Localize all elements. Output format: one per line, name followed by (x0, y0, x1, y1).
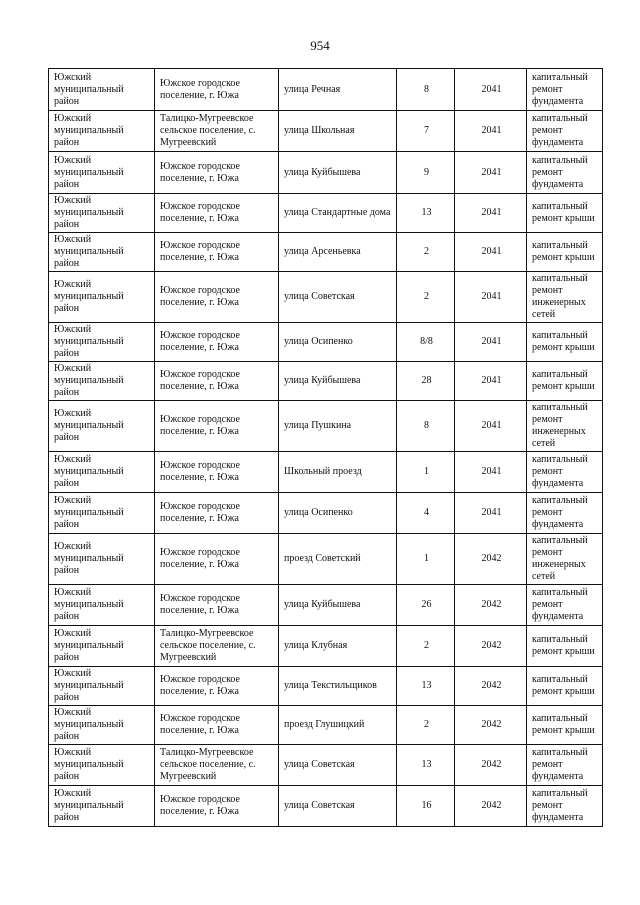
table-row (49, 233, 603, 272)
year-cell: 2042 (455, 667, 527, 706)
house-number-cell: 7 (397, 111, 455, 152)
year-cell: 2041 (455, 452, 527, 493)
street-cell: улица Советская (279, 272, 397, 323)
year-cell: 2042 (455, 745, 527, 786)
year-cell: 2042 (455, 786, 527, 827)
settlement-cell: Южское городское поселение, г. Южа (155, 585, 279, 626)
settlement-cell: Южское городское поселение, г. Южа (155, 786, 279, 827)
district-cell: Южский муниципальный район (49, 323, 155, 362)
work-type-cell: капитальный ремонт фундамента (527, 786, 603, 827)
street-cell: улица Куйбышева (279, 152, 397, 194)
table-row (49, 452, 603, 493)
table-body (49, 69, 603, 827)
street-cell: улица Арсеньевка (279, 233, 397, 272)
work-type-cell: капитальный ремонт крыши (527, 667, 603, 706)
table-row (49, 323, 603, 362)
district-cell: Южский муниципальный район (49, 667, 155, 706)
work-type-cell: капитальный ремонт крыши (527, 706, 603, 745)
year-cell: 2042 (455, 534, 527, 585)
table-row (49, 152, 603, 194)
settlement-cell: Талицко-Мугреевское сельское поселение, с. Мугреевский (155, 626, 279, 667)
year-cell: 2041 (455, 493, 527, 534)
house-number-cell: 2 (397, 706, 455, 745)
work-type-cell: капитальный ремонт инженерных сетей (527, 534, 603, 585)
settlement-cell: Талицко-Мугреевское сельское поселение, с. Мугреевский (155, 111, 279, 152)
settlement-cell: Южское городское поселение, г. Южа (155, 69, 279, 111)
house-number-cell: 9 (397, 152, 455, 194)
district-cell: Южский муниципальный район (49, 706, 155, 745)
district-cell: Южский муниципальный район (49, 111, 155, 152)
year-cell: 2041 (455, 401, 527, 452)
work-type-cell: капитальный ремонт фундамента (527, 69, 603, 111)
street-cell: улица Пушкина (279, 401, 397, 452)
street-cell: улица Стандартные дома (279, 194, 397, 233)
house-number-cell: 8 (397, 69, 455, 111)
table-row (49, 745, 603, 786)
street-cell: улица Речная (279, 69, 397, 111)
settlement-cell: Южское городское поселение, г. Южа (155, 706, 279, 745)
district-cell: Южский муниципальный район (49, 626, 155, 667)
year-cell: 2041 (455, 323, 527, 362)
district-cell: Южский муниципальный район (49, 272, 155, 323)
house-number-cell: 2 (397, 272, 455, 323)
district-cell: Южский муниципальный район (49, 786, 155, 827)
table-row (49, 194, 603, 233)
settlement-cell: Южское городское поселение, г. Южа (155, 667, 279, 706)
street-cell: проезд Советский (279, 534, 397, 585)
table-row (49, 362, 603, 401)
district-cell: Южский муниципальный район (49, 534, 155, 585)
house-number-cell: 8/8 (397, 323, 455, 362)
street-cell: улица Куйбышева (279, 585, 397, 626)
work-type-cell: капитальный ремонт крыши (527, 233, 603, 272)
house-number-cell: 13 (397, 667, 455, 706)
district-cell: Южский муниципальный район (49, 362, 155, 401)
work-type-cell: капитальный ремонт фундамента (527, 745, 603, 786)
work-type-cell: капитальный ремонт фундамента (527, 111, 603, 152)
work-type-cell: капитальный ремонт фундамента (527, 452, 603, 493)
settlement-cell: Южское городское поселение, г. Южа (155, 272, 279, 323)
table-row (49, 69, 603, 111)
work-type-cell: капитальный ремонт инженерных сетей (527, 272, 603, 323)
settlement-cell: Талицко-Мугреевское сельское поселение, с. Мугреевский (155, 745, 279, 786)
district-cell: Южский муниципальный район (49, 493, 155, 534)
year-cell: 2041 (455, 152, 527, 194)
street-cell: улица Школьная (279, 111, 397, 152)
house-number-cell: 8 (397, 401, 455, 452)
table-row (49, 534, 603, 585)
work-type-cell: капитальный ремонт фундамента (527, 585, 603, 626)
table-row (49, 272, 603, 323)
district-cell: Южский муниципальный район (49, 585, 155, 626)
street-cell: улица Текстильщиков (279, 667, 397, 706)
work-type-cell: капитальный ремонт крыши (527, 362, 603, 401)
street-cell: улица Осипенко (279, 493, 397, 534)
house-number-cell: 26 (397, 585, 455, 626)
settlement-cell: Южское городское поселение, г. Южа (155, 493, 279, 534)
district-cell: Южский муниципальный район (49, 69, 155, 111)
street-cell: улица Клубная (279, 626, 397, 667)
district-cell: Южский муниципальный район (49, 233, 155, 272)
district-cell: Южский муниципальный район (49, 745, 155, 786)
table-row (49, 706, 603, 745)
district-cell: Южский муниципальный район (49, 401, 155, 452)
settlement-cell: Южское городское поселение, г. Южа (155, 233, 279, 272)
year-cell: 2041 (455, 272, 527, 323)
year-cell: 2041 (455, 69, 527, 111)
repair-schedule-table (48, 68, 603, 827)
house-number-cell: 2 (397, 626, 455, 667)
table-row (49, 626, 603, 667)
work-type-cell: капитальный ремонт фундамента (527, 152, 603, 194)
year-cell: 2042 (455, 626, 527, 667)
house-number-cell: 28 (397, 362, 455, 401)
table-row (49, 667, 603, 706)
work-type-cell: капитальный ремонт крыши (527, 323, 603, 362)
district-cell: Южский муниципальный район (49, 152, 155, 194)
settlement-cell: Южское городское поселение, г. Южа (155, 152, 279, 194)
settlement-cell: Южское городское поселение, г. Южа (155, 323, 279, 362)
house-number-cell: 16 (397, 786, 455, 827)
year-cell: 2041 (455, 111, 527, 152)
settlement-cell: Южское городское поселение, г. Южа (155, 452, 279, 493)
house-number-cell: 13 (397, 194, 455, 233)
street-cell: проезд Глушицкий (279, 706, 397, 745)
district-cell: Южский муниципальный район (49, 194, 155, 233)
settlement-cell: Южское городское поселение, г. Южа (155, 534, 279, 585)
work-type-cell: капитальный ремонт крыши (527, 626, 603, 667)
street-cell: улица Советская (279, 745, 397, 786)
house-number-cell: 1 (397, 534, 455, 585)
street-cell: улица Советская (279, 786, 397, 827)
house-number-cell: 13 (397, 745, 455, 786)
year-cell: 2042 (455, 706, 527, 745)
year-cell: 2041 (455, 233, 527, 272)
settlement-cell: Южское городское поселение, г. Южа (155, 194, 279, 233)
street-cell: улица Куйбышева (279, 362, 397, 401)
house-number-cell: 1 (397, 452, 455, 493)
table-row (49, 493, 603, 534)
year-cell: 2042 (455, 585, 527, 626)
settlement-cell: Южское городское поселение, г. Южа (155, 401, 279, 452)
street-cell: Школьный проезд (279, 452, 397, 493)
street-cell: улица Осипенко (279, 323, 397, 362)
district-cell: Южский муниципальный район (49, 452, 155, 493)
house-number-cell: 2 (397, 233, 455, 272)
table-row (49, 111, 603, 152)
work-type-cell: капитальный ремонт фундамента (527, 493, 603, 534)
house-number-cell: 4 (397, 493, 455, 534)
table-row (49, 786, 603, 827)
page-number: 954 (310, 38, 330, 53)
year-cell: 2041 (455, 194, 527, 233)
work-type-cell: капитальный ремонт крыши (527, 194, 603, 233)
work-type-cell: капитальный ремонт инженерных сетей (527, 401, 603, 452)
table-row (49, 401, 603, 452)
settlement-cell: Южское городское поселение, г. Южа (155, 362, 279, 401)
year-cell: 2041 (455, 362, 527, 401)
table-row (49, 585, 603, 626)
